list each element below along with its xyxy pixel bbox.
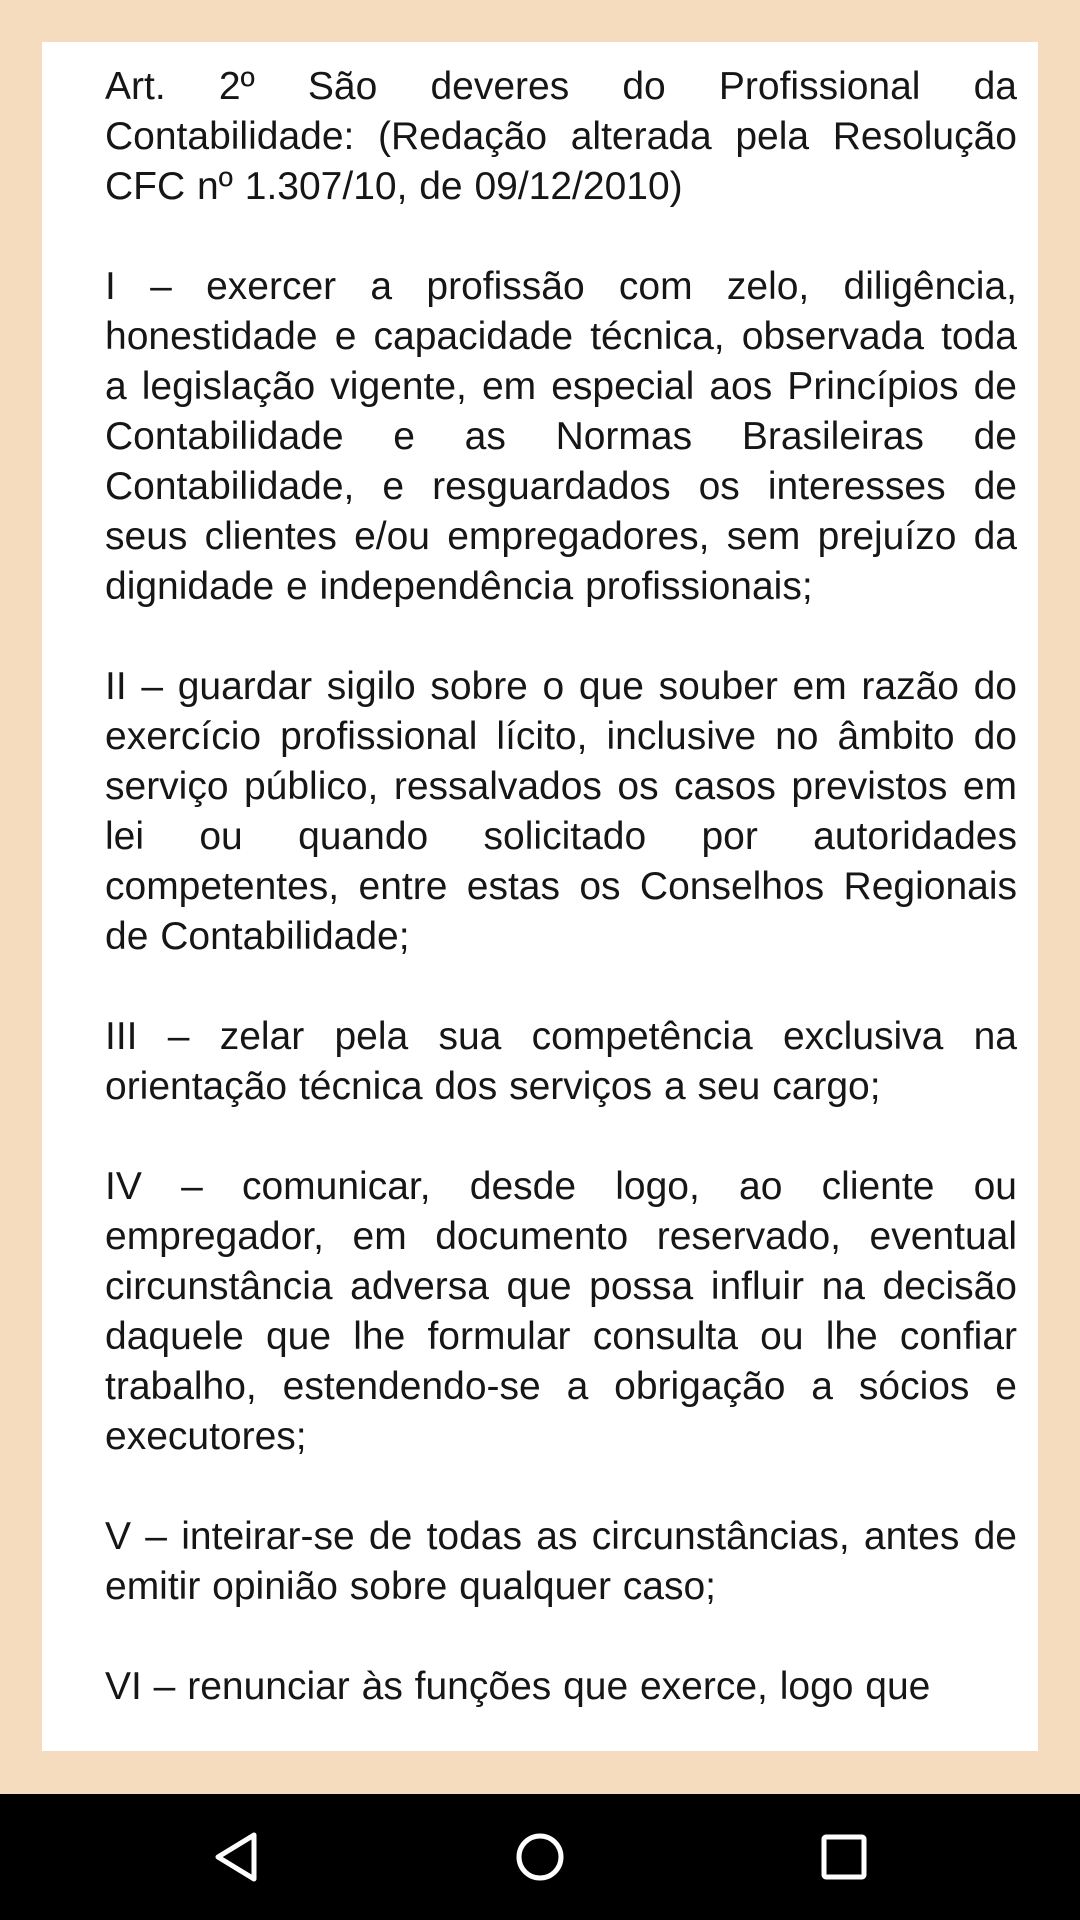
paragraph-art-2: Art. 2º São deveres do Profissional da Contabilidade: (Redação alterada pela Resolução CFC nº 1.307/10, de 09/12/2010) (105, 65, 1017, 208)
home-button[interactable] (460, 1794, 620, 1920)
recents-square-icon (821, 1834, 867, 1880)
recents-button[interactable] (764, 1794, 924, 1920)
back-button[interactable] (156, 1794, 316, 1920)
paragraph-item-vi: VI – renunciar às funções que exerce, logo que (105, 1665, 931, 1708)
paragraph-item-iv: IV – comunicar, desde logo, ao cliente ou empregador, em documento reservado, eventual circunstância adversa que possa influir na decisão daquele que lhe formular consulta ou lhe confiar trabalho, estendendo-se a obrigação a sócios e executores; (105, 1165, 1017, 1458)
paragraph-item-v: V – inteirar-se de todas as circunstâncias, antes de emitir opinião sobre qualquer caso; (105, 1515, 1017, 1608)
home-circle-icon (514, 1831, 566, 1883)
paragraph-item-iii: III – zelar pela sua competência exclusiva na orientação técnica dos serviços a seu cargo; (105, 1015, 1017, 1108)
paragraph-item-ii: II – guardar sigilo sobre o que souber em razão do exercício profissional lícito, inclusive no âmbito do serviço público, ressalvados os casos previstos em lei ou quando solicitado por autoridades competentes, entre estas os Conselhos Regionais de Contabilidade; (105, 665, 1017, 958)
paragraph-item-i: I – exercer a profissão com zelo, diligência, honestidade e capacidade técnica, observada toda a legislação vigente, em especial aos Princípios de Contabilidade e as Normas Brasileiras de Contabilidade, e resguardados os interesses de seus clientes e/ou empregadores, sem prejuízo da dignidade e independência profissionais; (105, 265, 1017, 608)
article-card[interactable] (42, 42, 1038, 1751)
article-text (105, 62, 1017, 1751)
system-navigation-bar (0, 1794, 1080, 1920)
back-triangle-icon (212, 1831, 260, 1883)
